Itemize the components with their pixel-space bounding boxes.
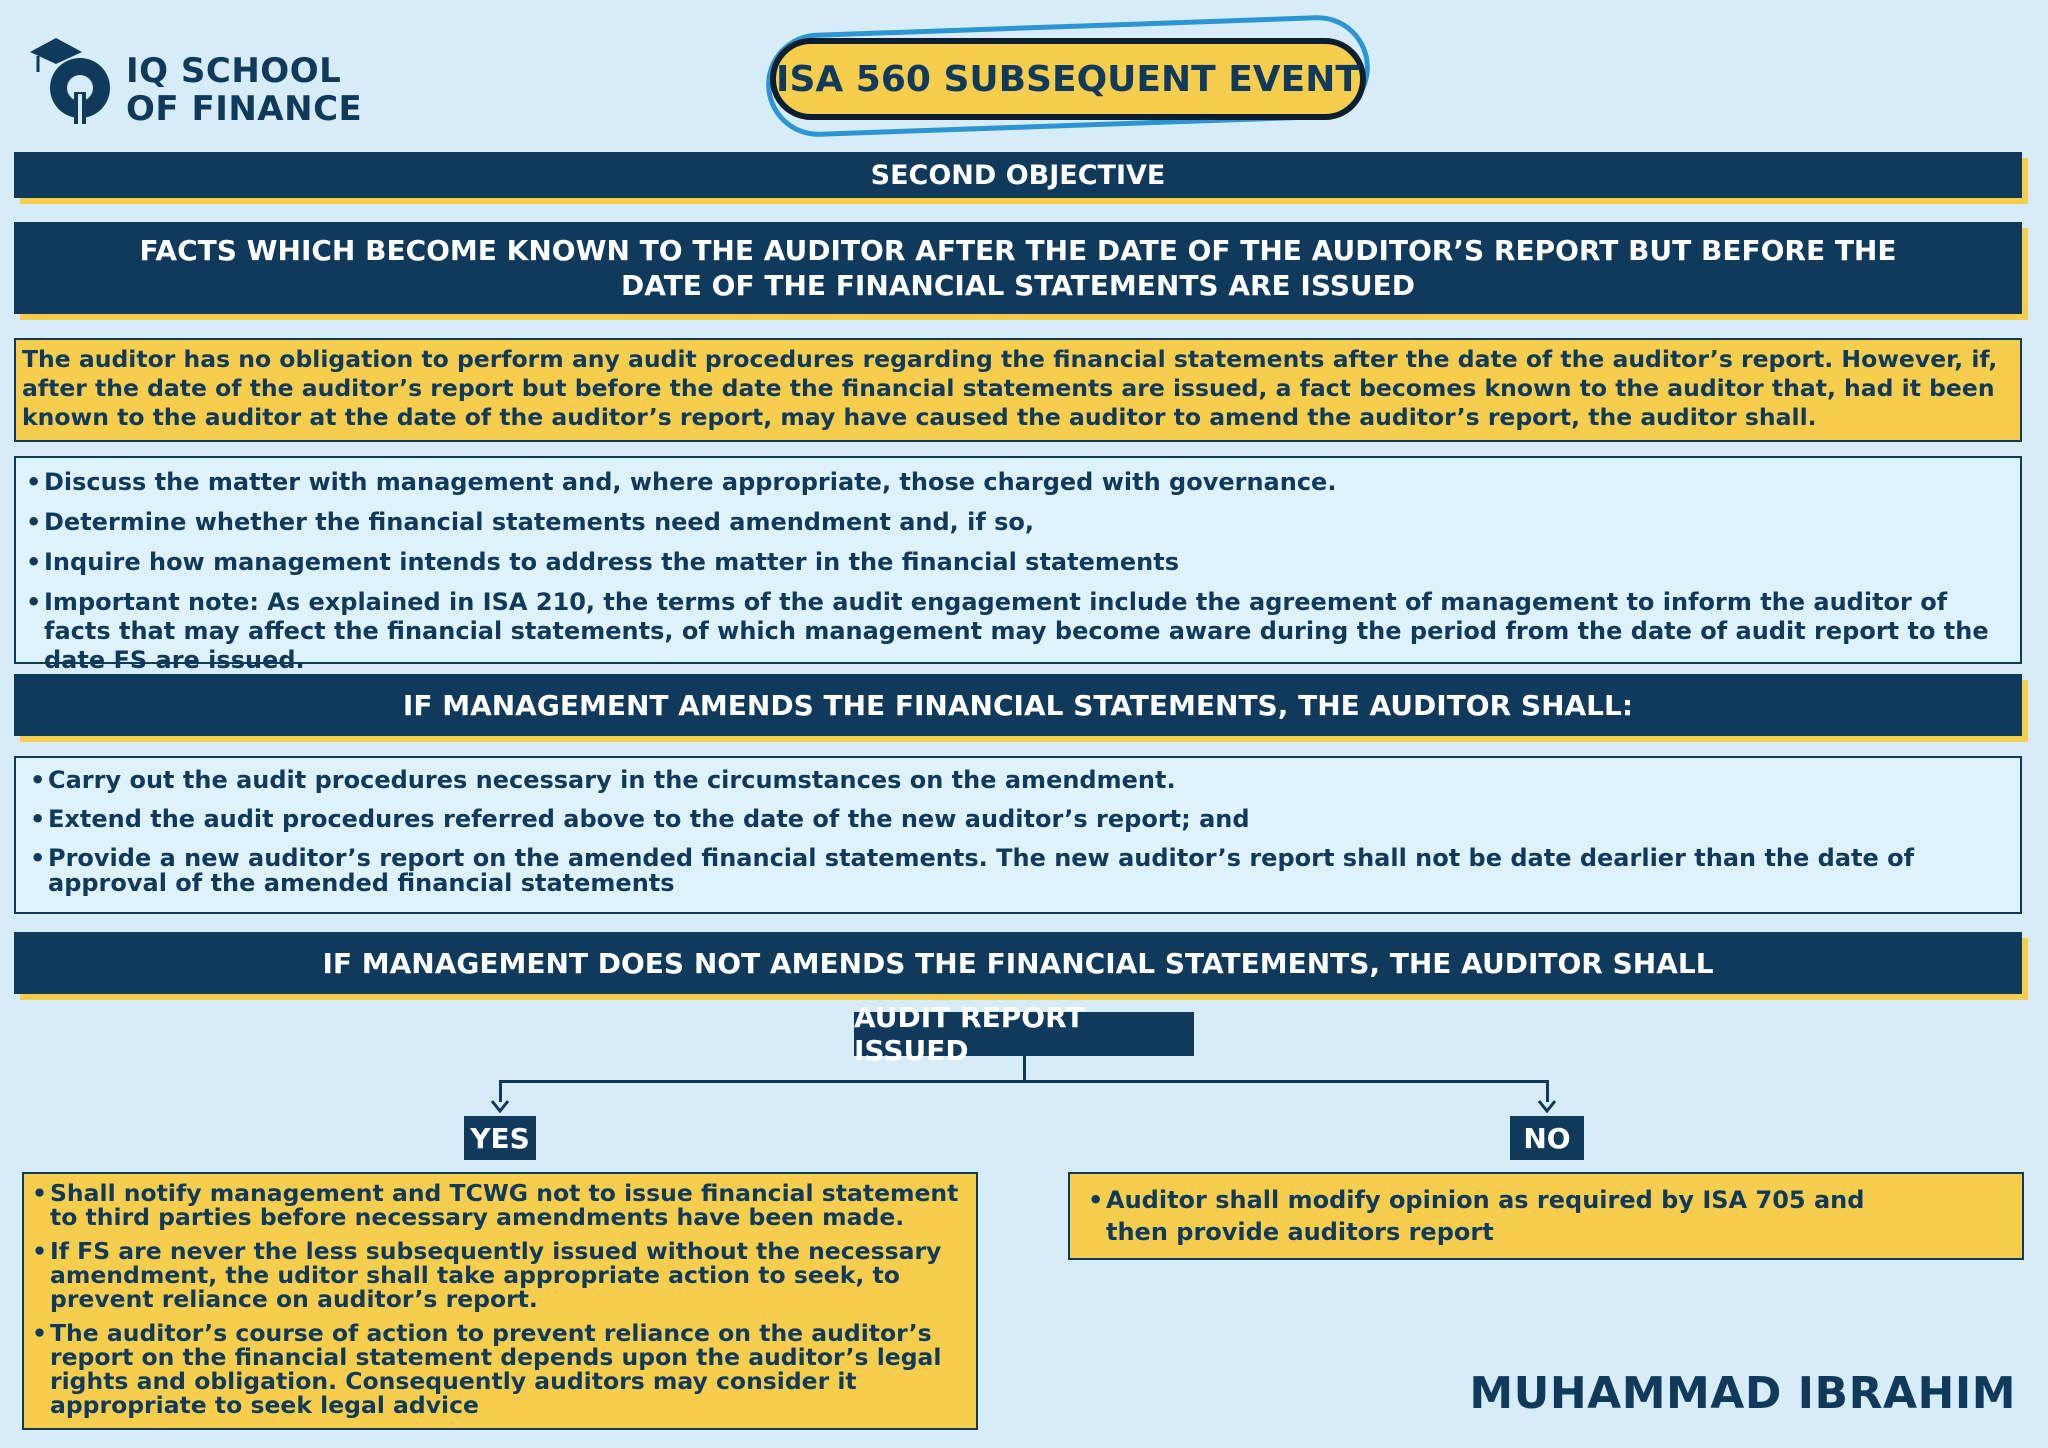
list-item: • Inquire how management intends to address the matter in the financial statements <box>20 548 2014 577</box>
objective-bar: SECOND OBJECTIVE <box>14 152 2022 198</box>
yes-box <box>22 1172 978 1430</box>
connector-horizontal <box>499 1080 1549 1083</box>
audit-report-issued-node: AUDIT REPORT ISSUED <box>854 1012 1194 1056</box>
not-amend-heading: IF MANAGEMENT DOES NOT AMENDS THE FINANCIAL STATEMENTS, THE AUDITOR SHALL <box>14 932 2022 994</box>
yes-node: YES <box>464 1116 536 1160</box>
arrow-down-icon <box>1537 1098 1557 1112</box>
logo-wordmark <box>126 52 362 128</box>
author-name: MUHAMMAD IBRAHIM <box>1469 1368 2016 1419</box>
graduation-cap-q-icon <box>26 32 118 124</box>
yes-list <box>26 1181 970 1417</box>
list-item: • Important note: As explained in ISA 210, the terms of the audit engagement include the agreement of management to inform the auditor of facts that may affect the financial statements, of which management may become aware during the period from the date of audit report to the date FS are issued. <box>20 588 2014 675</box>
amend-list-box <box>14 756 2022 914</box>
list-item: • Carry out the audit procedures necessary in the circumstances on the amendment. <box>24 768 2014 793</box>
list-item: • Auditor shall modify opinion as required by ISA 705 and then provide auditors report <box>1082 1184 2012 1248</box>
intro-box <box>14 338 2022 442</box>
intro-text: The auditor has no obligation to perform any audit procedures regarding the financial statements after the date of the auditor’s report. However, if, after the date of the auditor’s report but before the date the financial statements are issued, a fact becomes known to the auditor that, had it been known to the auditor at the date of the auditor’s report, may have caused the auditor to amend the auditor’s report, the auditor shall. <box>22 345 1998 431</box>
logo-line-1: IQ SCHOOL <box>126 51 342 91</box>
shall-list <box>20 468 2014 675</box>
list-item: • Extend the audit procedures referred above to the date of the new auditor’s report; and <box>24 807 2014 832</box>
no-node: NO <box>1510 1116 1584 1160</box>
shall-list-box <box>14 456 2022 674</box>
arrow-down-icon <box>490 1098 510 1112</box>
connector-vertical-root <box>1023 1056 1026 1082</box>
list-item: • The auditor’s course of action to prevent reliance on the auditor’s report on the financial statement depends upon the auditor’s legal rights and obligation. Consequently auditors may consider it appropriate to seek legal advice <box>26 1321 970 1417</box>
list-item: • Determine whether the financial statements need amendment and, if so, <box>20 508 2014 537</box>
no-list <box>1082 1184 2012 1248</box>
list-item: • Provide a new auditor’s report on the amended financial statements. The new auditor’s report shall not be date dearlier than the date of approval of the amended financial statements <box>24 846 2014 896</box>
list-item: • Discuss the matter with management and, where appropriate, those charged with governance. <box>20 468 2014 497</box>
list-item: • If FS are never the less subsequently issued without the necessary amendment, the uditor shall take appropriate action to seek, to prevent reliance on auditor’s report. <box>26 1239 970 1311</box>
page-title: ISA 560 SUBSEQUENT EVENT <box>770 38 1366 120</box>
logo-line-2: OF FINANCE <box>126 89 363 129</box>
no-box <box>1068 1172 2024 1260</box>
amend-heading: IF MANAGEMENT AMENDS THE FINANCIAL STATEMENTS, THE AUDITOR SHALL: <box>14 674 2022 736</box>
list-item: • Shall notify management and TCWG not to issue financial statement to third parties before necessary amendments have been made. <box>26 1181 970 1229</box>
facts-heading: FACTS WHICH BECOME KNOWN TO THE AUDITOR AFTER THE DATE OF THE AUDITOR’S REPORT BUT BEFORE THE DATE OF THE FINANCIAL STATEMENTS ARE ISSUED <box>14 222 2022 314</box>
amend-list <box>24 768 2014 896</box>
